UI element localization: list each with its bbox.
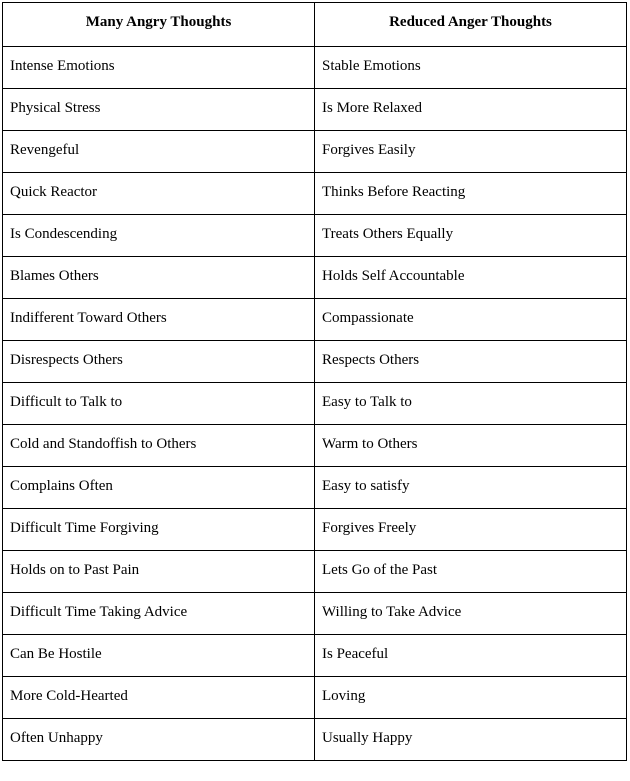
- reduced-cell: Usually Happy: [315, 719, 627, 761]
- reduced-cell: Easy to satisfy: [315, 467, 627, 509]
- angry-cell: More Cold-Hearted: [3, 677, 315, 719]
- angry-cell: Difficult Time Forgiving: [3, 509, 315, 551]
- reduced-cell: Forgives Freely: [315, 509, 627, 551]
- angry-cell: Indifferent Toward Others: [3, 299, 315, 341]
- table-row: [3, 593, 627, 635]
- angry-cell: Complains Often: [3, 467, 315, 509]
- angry-cell: Physical Stress: [3, 89, 315, 131]
- reduced-cell: Lets Go of the Past: [315, 551, 627, 593]
- angry-cell: Quick Reactor: [3, 173, 315, 215]
- angry-cell: Disrespects Others: [3, 341, 315, 383]
- angry-cell: Revengeful: [3, 131, 315, 173]
- angry-cell: Cold and Standoffish to Others: [3, 425, 315, 467]
- header-reduced-anger-thoughts: Reduced Anger Thoughts: [315, 3, 627, 47]
- table-row: [3, 509, 627, 551]
- table-row: [3, 677, 627, 719]
- table-row: [3, 341, 627, 383]
- table-row: [3, 131, 627, 173]
- angry-cell: Holds on to Past Pain: [3, 551, 315, 593]
- reduced-cell: Treats Others Equally: [315, 215, 627, 257]
- angry-cell: Intense Emotions: [3, 47, 315, 89]
- table-row: [3, 551, 627, 593]
- table-row: [3, 425, 627, 467]
- angry-cell: Blames Others: [3, 257, 315, 299]
- reduced-cell: Is Peaceful: [315, 635, 627, 677]
- table-row: [3, 719, 627, 761]
- header-row: [3, 3, 627, 47]
- header-angry-thoughts: Many Angry Thoughts: [3, 3, 315, 47]
- table-row: [3, 383, 627, 425]
- reduced-cell: Warm to Others: [315, 425, 627, 467]
- angry-cell: Difficult to Talk to: [3, 383, 315, 425]
- table-row: [3, 467, 627, 509]
- reduced-cell: Thinks Before Reacting: [315, 173, 627, 215]
- reduced-cell: Stable Emotions: [315, 47, 627, 89]
- angry-cell: Is Condescending: [3, 215, 315, 257]
- table-row: [3, 47, 627, 89]
- table-row: [3, 299, 627, 341]
- comparison-table: [2, 2, 627, 761]
- angry-cell: Often Unhappy: [3, 719, 315, 761]
- reduced-cell: Compassionate: [315, 299, 627, 341]
- reduced-cell: Forgives Easily: [315, 131, 627, 173]
- reduced-cell: Loving: [315, 677, 627, 719]
- table-row: [3, 635, 627, 677]
- table-row: [3, 257, 627, 299]
- reduced-cell: Willing to Take Advice: [315, 593, 627, 635]
- angry-cell: Difficult Time Taking Advice: [3, 593, 315, 635]
- reduced-cell: Holds Self Accountable: [315, 257, 627, 299]
- table-row: [3, 215, 627, 257]
- reduced-cell: Easy to Talk to: [315, 383, 627, 425]
- reduced-cell: Is More Relaxed: [315, 89, 627, 131]
- table-row: [3, 173, 627, 215]
- reduced-cell: Respects Others: [315, 341, 627, 383]
- angry-cell: Can Be Hostile: [3, 635, 315, 677]
- table-row: [3, 89, 627, 131]
